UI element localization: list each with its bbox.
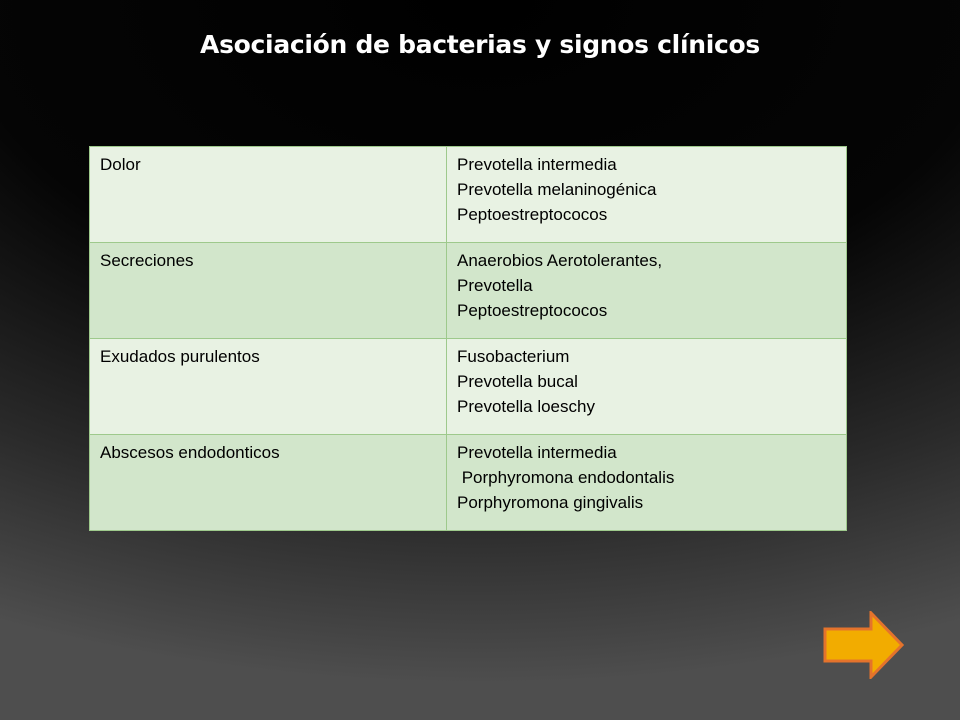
bacteria-item: Prevotella: [457, 276, 533, 295]
bacteria-item: Fusobacterium: [457, 347, 570, 366]
bacteria-cell: [447, 147, 847, 243]
sign-cell: [90, 147, 447, 243]
table-row: [90, 243, 847, 339]
bacteria-item: Porphyromona gingivalis: [457, 493, 644, 512]
bacteria-item: Porphyromona endodontalis: [457, 468, 675, 487]
bacteria-item: Prevotella intermedia: [457, 155, 617, 174]
bacteria-cell: [447, 243, 847, 339]
slide-title: Asociación de bacterias y signos clínicos: [200, 30, 760, 59]
right-arrow-icon: [822, 611, 904, 679]
sign-cell: [90, 243, 447, 339]
table-row: [90, 435, 847, 531]
bacteria-cell: [447, 435, 847, 531]
bacteria-item: Prevotella melaninogénica: [457, 180, 657, 199]
table-row: [90, 147, 847, 243]
bacteria-signs-table: [89, 146, 847, 531]
sign-label: Exudados purulentos: [100, 347, 260, 366]
bacteria-item: Anaerobios Aerotolerantes,: [457, 251, 663, 270]
next-slide-button[interactable]: [822, 611, 904, 679]
sign-label: Dolor: [100, 155, 141, 174]
bacteria-item: Peptoestreptococos: [457, 301, 608, 320]
sign-cell: [90, 435, 447, 531]
bacteria-item: Peptoestreptococos: [457, 205, 608, 224]
bacteria-item: Prevotella loeschy: [457, 397, 595, 416]
bacteria-item: Prevotella bucal: [457, 372, 578, 391]
bacteria-cell: [447, 339, 847, 435]
sign-label: Secreciones: [100, 251, 194, 270]
bacteria-item: Prevotella intermedia: [457, 443, 617, 462]
sign-label: Abscesos endodonticos: [100, 443, 280, 462]
table-row: [90, 339, 847, 435]
sign-cell: [90, 339, 447, 435]
